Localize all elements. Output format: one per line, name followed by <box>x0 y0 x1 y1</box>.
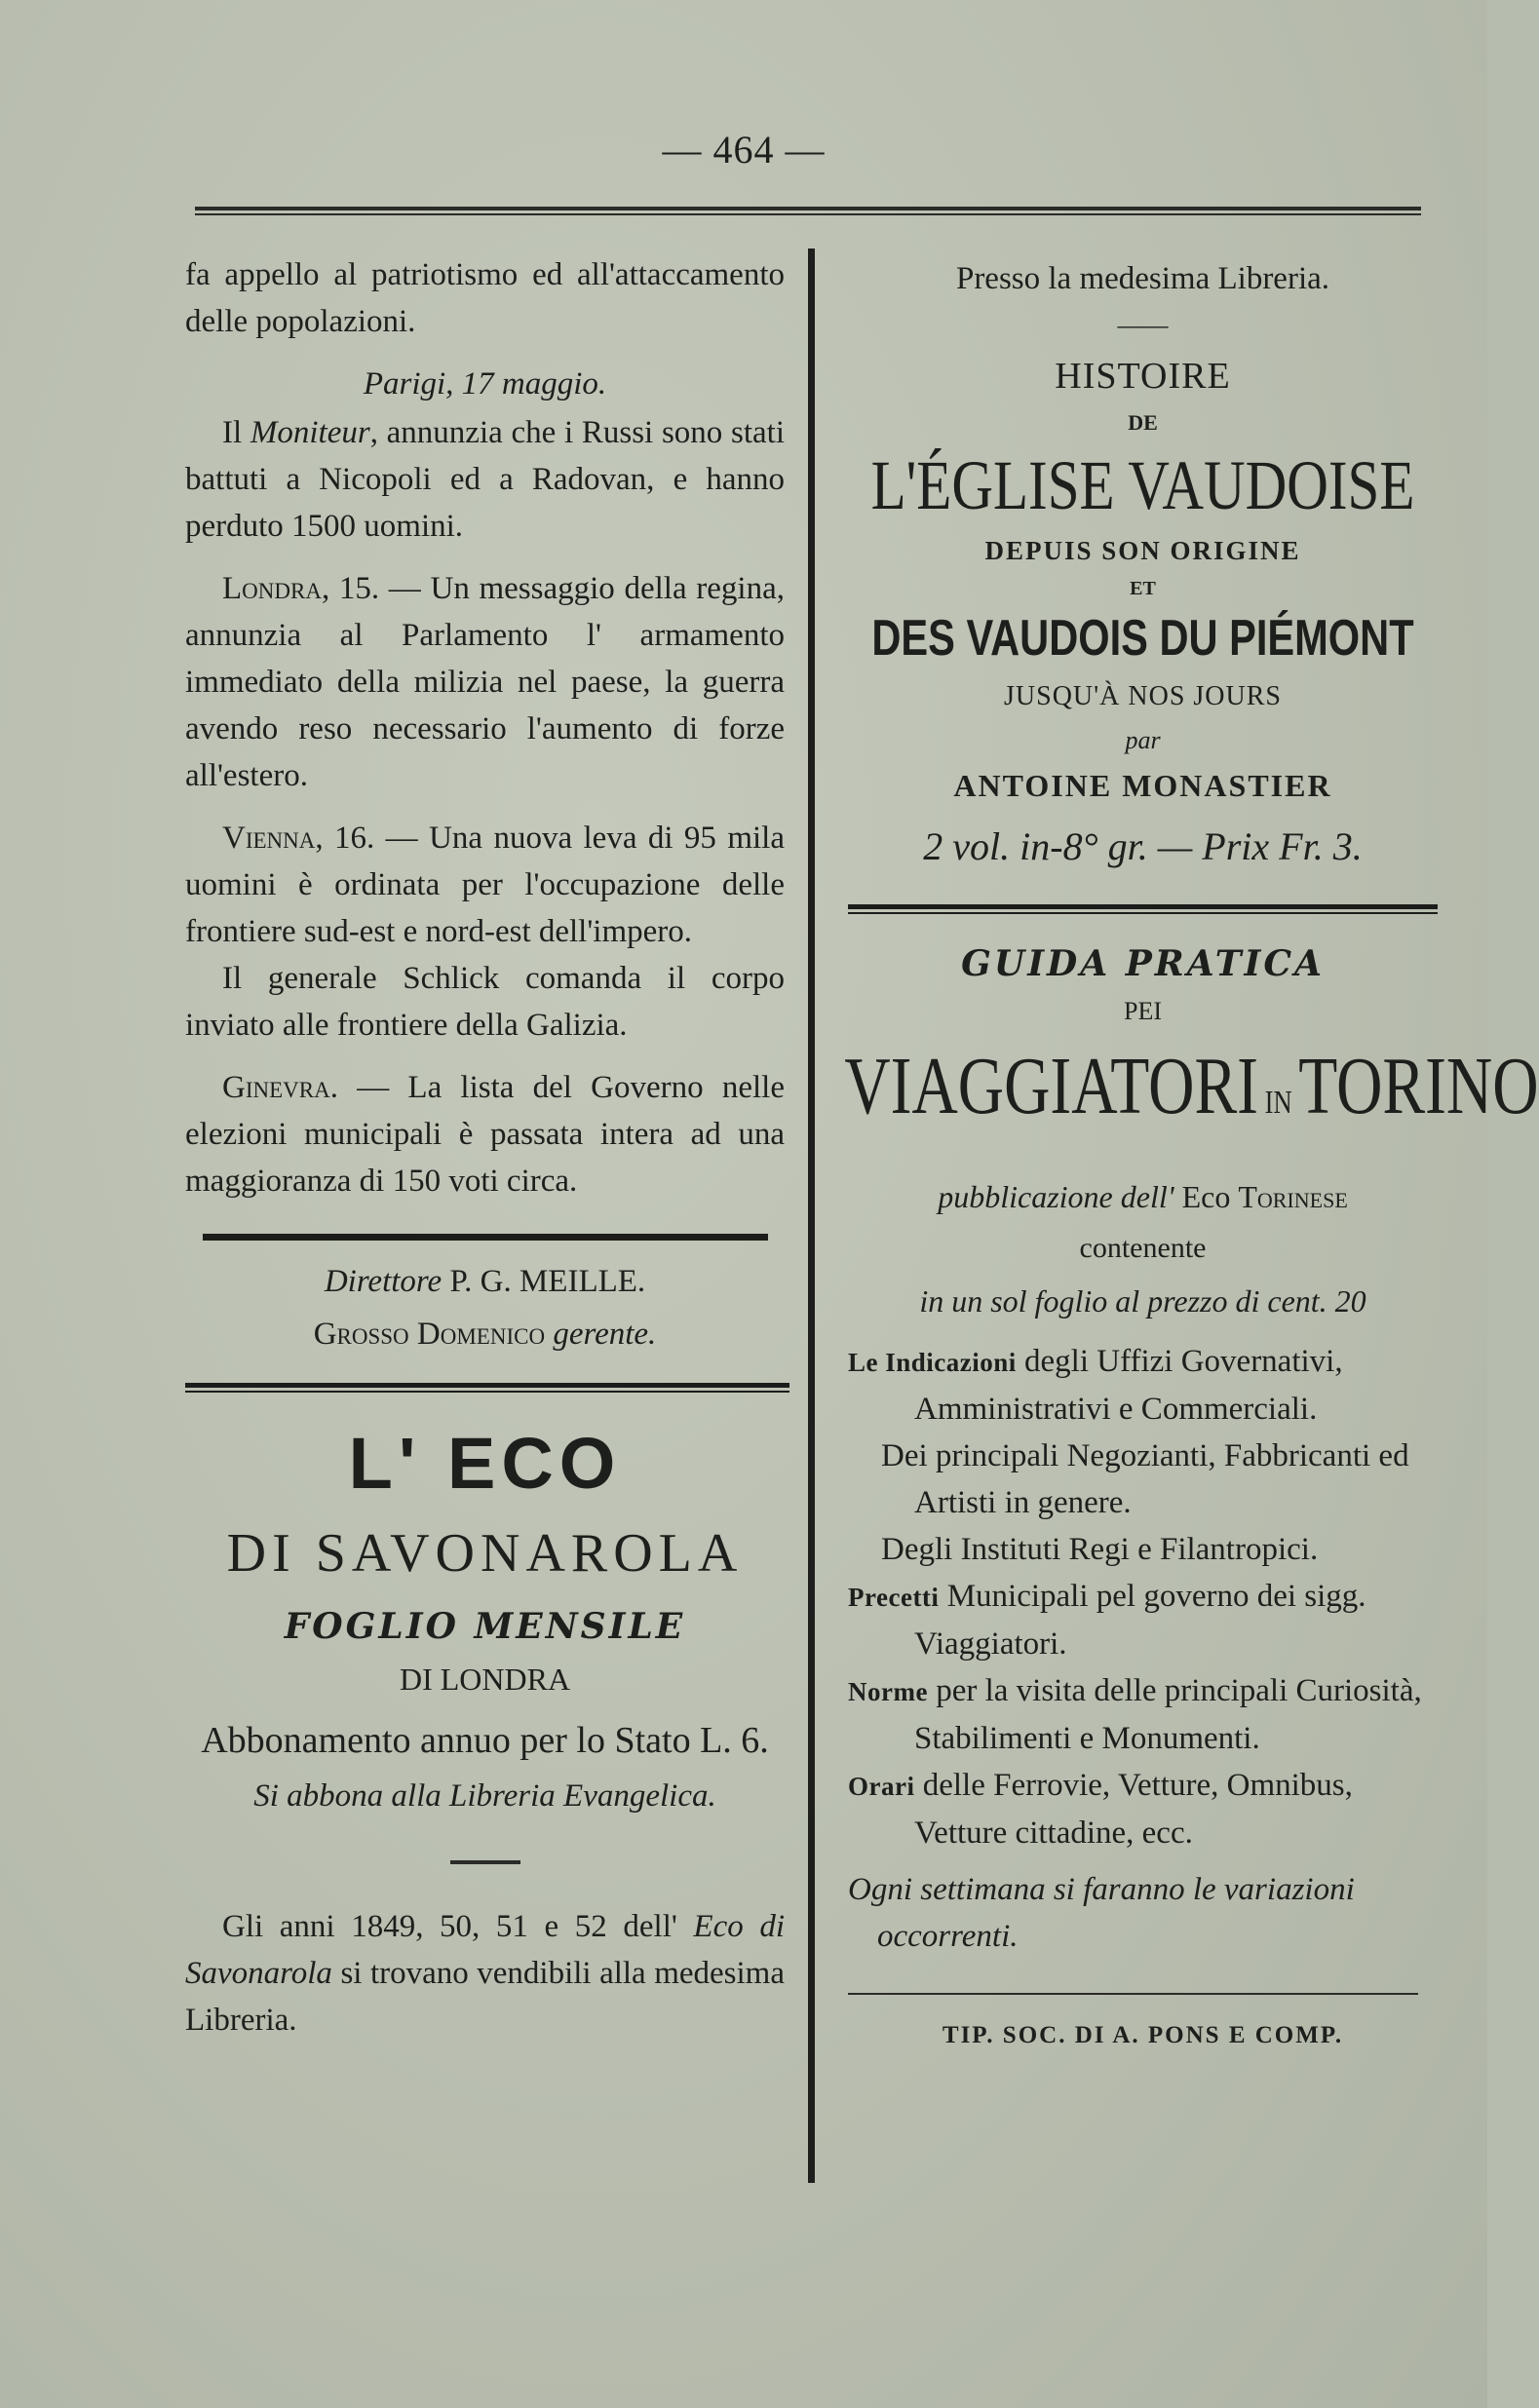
news-text: . — La lista del Governo nelle elezioni municipali è passata intera ad una maggioranza di 150 voti circa. <box>185 1070 785 1199</box>
list-item <box>848 1338 1438 1433</box>
eco-where: Si abbona alla Libreria Evangelica. <box>253 1778 716 1814</box>
foglio-price: in un sol foglio al prezzo di cent. 20 <box>919 1283 1366 1319</box>
list-item <box>848 1667 1438 1762</box>
note-text: si trovano vendibili alla medesima Libreria. <box>185 1956 785 2038</box>
list-item <box>848 1433 1438 1526</box>
eco-subscription: Abbonamento annuo per lo Stato L. 6. <box>201 1720 769 1761</box>
newspaper-title: Eco di Savonarola <box>185 1909 786 1991</box>
et: ET <box>1130 578 1156 599</box>
left-column <box>185 251 785 2044</box>
list-item <box>848 1526 1438 1573</box>
presso: Presso la medesima Libreria. <box>955 261 1330 296</box>
gerente-name: Grosso Domenico <box>313 1317 546 1352</box>
gerente-label: gerente. <box>553 1317 657 1352</box>
item-lead: Le Indicazioni <box>848 1348 1017 1377</box>
de: DE <box>1128 410 1158 435</box>
price: 2 vol. in-8° gr. — Prix Fr. 3. <box>923 824 1363 868</box>
header-rule <box>195 207 1421 215</box>
director-label: Direttore <box>324 1264 442 1299</box>
depuis: DEPUIS SON ORIGINE <box>984 536 1301 565</box>
jusqua: JUSQU'À NOS JOURS <box>1004 681 1282 711</box>
pei: PEI <box>1124 997 1162 1025</box>
news-vienna <box>185 815 785 955</box>
section-rule <box>848 904 1438 914</box>
item-text: Municipali pel governo dei sigg. Viaggiatori. <box>914 1579 1366 1662</box>
eco-subtitle: DI SAVONAROLA <box>226 1523 744 1584</box>
eco-word: Eco <box>1181 1179 1231 1214</box>
printer-imprint: TIP. SOC. DI A. PONS E COMP. <box>942 2022 1344 2048</box>
torino-word: TORINO <box>1298 1041 1539 1131</box>
item-lead: Precetti <box>848 1583 940 1612</box>
dateline-paris: Parigi, 17 maggio. <box>363 366 607 401</box>
item-text: Degli Instituti Regi e Filantropici. <box>881 1532 1319 1567</box>
item-text: per la visita delle principali Curiosità, Stabilimenti e Monumenti. <box>914 1673 1422 1756</box>
director-name: P. G. MEILLE. <box>449 1264 646 1299</box>
pubblicazione-text: pubblicazione dell' <box>938 1179 1174 1214</box>
pubblicazione <box>848 1170 1438 1223</box>
item-text: degli Uffizi Governativi, Amministrativi e Commerciali. <box>914 1344 1343 1427</box>
news-text: , annunzia che i Russi sono stati battuti a Nicopoli ed a Radovan, e hanno perduto 1500 uomini. <box>185 415 785 544</box>
in-word: IN <box>1264 1085 1292 1121</box>
eglise-title: L'ÉGLISE VAUDOISE <box>870 446 1415 524</box>
list-item <box>848 1762 1438 1856</box>
news-vienna-2: Il generale Schlick comanda il corpo inviato alle frontiere della Galizia. <box>185 961 785 1043</box>
list-item <box>848 1573 1438 1667</box>
vaudois-title: DES VAUDOIS DU PIÉMONT <box>871 610 1414 667</box>
column-divider <box>808 248 815 2183</box>
news-paragraph: fa appello al patriotismo ed all'attaccamento delle popolazioni. <box>185 257 785 339</box>
item-lead: Orari <box>848 1772 915 1801</box>
news-londra <box>185 565 785 799</box>
par: par <box>1125 726 1161 754</box>
director-line <box>185 1258 785 1305</box>
settimana-note: Ogni settimana si faranno le variazioni occorrenti. <box>848 1872 1355 1954</box>
contents-list <box>848 1338 1438 1856</box>
eco-years <box>185 1903 785 2044</box>
eco-title: L' ECO <box>348 1423 622 1504</box>
eco-type: FOGLIO MENSILE <box>284 1606 686 1647</box>
news-text: , 16. — Una nuova leva di 95 mila uomini è ordinata per l'occupazione delle frontiere sud-est e nord-est dell'impero. <box>185 821 785 949</box>
place-name: Londra <box>222 571 322 606</box>
histoire: HISTOIRE <box>1055 356 1231 397</box>
note-text: Gli anni 1849, 50, 51 e 52 dell' <box>222 1909 694 1944</box>
contenente: contenente <box>1079 1232 1207 1264</box>
section-rule <box>848 1993 1418 1995</box>
author: ANTOINE MONASTIER <box>953 768 1332 803</box>
eco-city: DI LONDRA <box>399 1662 571 1697</box>
section-rule <box>185 1383 789 1393</box>
page-number: — 464 — <box>662 128 826 172</box>
viaggiatori-title <box>844 1033 1539 1163</box>
gerente-line <box>185 1311 785 1357</box>
guida-title: GUIDA PRATICA <box>961 943 1325 984</box>
viaggiatori-word: VIAGGIATORI <box>844 1041 1258 1131</box>
news-ginevra <box>185 1064 785 1204</box>
news-text: , 15. — Un messaggio della regina, annunzia al Parlamento l' armamento immediato della milizia nel paese, la guerra avendo reso necessario l'aumento di forze all'estero. <box>185 571 785 793</box>
dash: —— <box>1117 311 1169 339</box>
newspaper-title: Moniteur <box>250 415 370 450</box>
item-text: delle Ferrovie, Vetture, Omnibus, Vetture cittadine, ecc. <box>914 1768 1353 1851</box>
short-rule <box>450 1860 520 1864</box>
right-column <box>844 255 1539 2055</box>
place-name: Ginevra <box>222 1070 330 1105</box>
section-rule <box>203 1234 768 1241</box>
item-text: Dei principali Negozianti, Fabbricanti ed Artisti in genere. <box>881 1438 1409 1520</box>
news-paris <box>185 409 785 550</box>
place-name: Vienna <box>222 821 316 856</box>
news-text: Il <box>222 415 250 450</box>
item-lead: Norme <box>848 1677 928 1706</box>
torinese-word: Torinese <box>1238 1179 1348 1214</box>
